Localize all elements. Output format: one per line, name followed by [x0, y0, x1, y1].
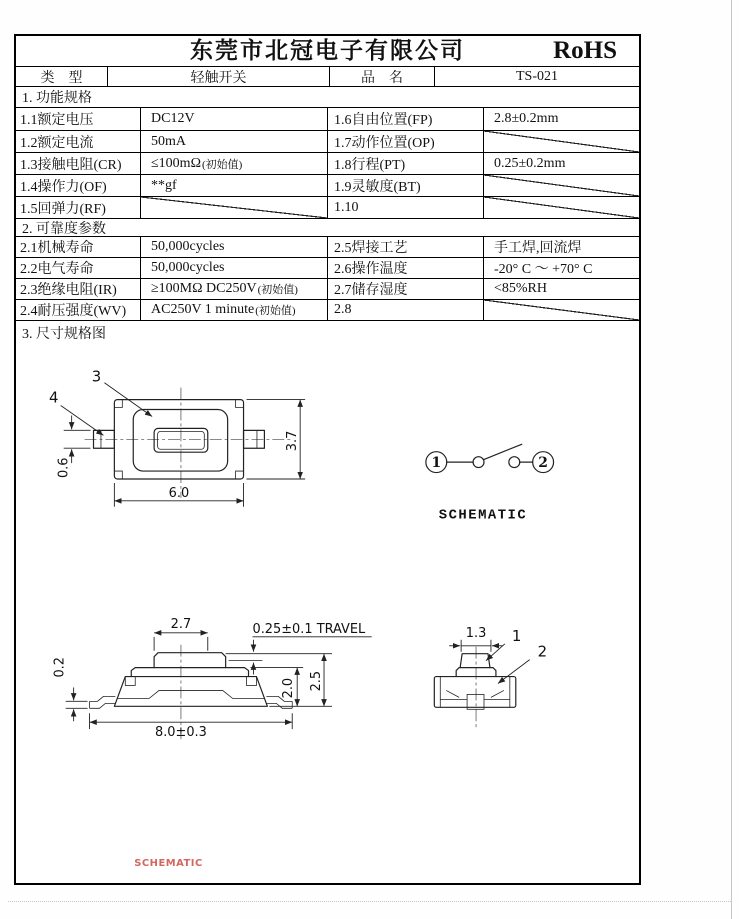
spec-value: -20° C ～ +70° C [483, 258, 639, 278]
spec-label: 2.2电气寿命 [20, 262, 94, 277]
dim-lead-thickness: 0.2 [52, 657, 68, 678]
schematic-watermark: SCHEMATIC [134, 858, 203, 870]
spec-value-main: ≤100mΩ [151, 155, 201, 171]
empty-cell-slash [483, 197, 639, 218]
schematic-caption: SCHEMATIC [438, 507, 528, 524]
housing-profile [434, 677, 515, 708]
spec-label: 2.5焊接工艺 [327, 237, 483, 257]
section1-title: 1. 功能规格 [16, 86, 639, 107]
contact-right [509, 457, 520, 468]
dim-terminal-width: 0.6 [56, 457, 72, 479]
spec-value-note: (初始值) [257, 284, 298, 296]
callout-4-leader [61, 406, 104, 436]
dim-travel: 0.25±0.1 TRAVEL [252, 621, 366, 637]
callout-3: 3 [91, 367, 102, 386]
spec-label: 2.1机械寿命 [20, 241, 94, 256]
spec-label: 1.9灵敏度(BT) [327, 175, 483, 196]
dim-ext-lines [66, 701, 88, 708]
right-lead-bottom [266, 703, 292, 708]
scan-artifact-bottom-line [8, 901, 731, 902]
circuit-schematic [426, 444, 554, 523]
scan-artifact-right-line [731, 0, 732, 919]
callout-1: 1 [511, 626, 522, 645]
spec-value: <85%RH [483, 279, 639, 299]
section3-title: 3. 尺寸规格图 [16, 320, 639, 345]
rohs-badge: RoHS [553, 37, 617, 64]
callout-2-leader [498, 660, 530, 684]
reliability-row-2-1 [16, 236, 639, 257]
empty-cell-slash [483, 300, 639, 320]
empty-cell-slash [483, 131, 639, 152]
spec-value-main: AC250V 1 minute [151, 302, 255, 317]
housing-bevels [446, 690, 504, 697]
spec-value: **gf [140, 175, 327, 196]
spec-row-1-3 [16, 152, 639, 174]
spec-value: 0.25±0.2mm [483, 153, 639, 174]
reliability-row-2-2 [16, 257, 639, 278]
spec-label: 2.6操作温度 [327, 258, 483, 278]
spec-value: 2.8±0.2mm [483, 108, 639, 130]
spec-row-1-2 [16, 130, 639, 152]
reliability-row-2-4 [16, 299, 639, 320]
spec-value [140, 153, 327, 174]
knob-profile [460, 654, 490, 668]
end-view-drawing [434, 626, 547, 730]
spec-row-1-1 [16, 107, 639, 130]
callout-1-leader [486, 644, 505, 661]
spec-label: 1.10 [327, 197, 483, 218]
name-label: 品 名 [329, 67, 434, 86]
cover-outline [133, 410, 227, 472]
empty-cell-slash [140, 197, 327, 218]
spec-label: 1.8行程(PT) [327, 153, 483, 174]
dim-body-width: 6.0 [168, 485, 190, 501]
spec-label: 1.5回弹力(RF) [20, 201, 106, 217]
datasheet-frame [14, 34, 641, 885]
spec-value-main: ≥100MΩ DC250V [151, 281, 257, 296]
spec-row-1-4 [16, 174, 639, 196]
spec-label: 1.1额定电压 [20, 113, 94, 128]
spec-row-1-5 [16, 196, 639, 218]
spec-label: 1.7动作位置(OP) [327, 131, 483, 152]
spec-label: 2.7储存湿度 [327, 279, 483, 299]
type-label: 类 型 [40, 70, 83, 86]
left-lead-bottom [90, 703, 116, 708]
name-value: TS-021 [434, 67, 639, 86]
dim-body-height: 2.0 [281, 677, 297, 699]
dim-cap-width: 1.3 [465, 625, 487, 641]
section2-title: 2. 可靠度参数 [16, 218, 639, 236]
company-name: 东莞市北冠电子有限公司 [190, 38, 465, 64]
pin-2-number: 2 [538, 455, 548, 472]
spec-label: 2.3绝缘电阻(IR) [20, 283, 117, 298]
dim-body-height: 3.7 [285, 430, 301, 452]
housing-inner-contour [117, 690, 264, 698]
spec-value-note: (初始值) [201, 158, 243, 171]
spec-label: 1.2额定电流 [20, 135, 94, 151]
empty-cell-slash [483, 175, 639, 196]
spec-value: 50mA [140, 131, 327, 152]
housing-tab-right [247, 677, 257, 686]
top-view-drawing [49, 368, 305, 507]
spec-value: 50,000cycles [140, 258, 327, 278]
side-view-drawing [53, 617, 372, 740]
housing-tab-left [125, 677, 135, 686]
header-row [16, 36, 639, 66]
left-lead-top [90, 696, 116, 701]
spec-label: 1.6自由位置(FP) [327, 108, 483, 130]
spec-value: 50,000cycles [140, 237, 327, 257]
housing-profile [114, 677, 267, 707]
spec-label: 2.8 [327, 300, 483, 320]
spec-value-note: (初始值) [255, 305, 296, 317]
spec-value: 手工焊,回流焊 [483, 237, 639, 257]
spec-label: 1.4操作力(OF) [20, 179, 107, 195]
callout-4: 4 [49, 388, 59, 407]
spec-value [140, 279, 327, 299]
callout-2: 2 [537, 642, 548, 661]
spec-label: 1.3接触电阻(CR) [20, 157, 122, 173]
contact-left [473, 457, 484, 468]
cover-step-profile [131, 668, 248, 677]
dim-cap-width: 2.7 [170, 616, 192, 632]
pin-1-number: 1 [431, 455, 442, 472]
spec-label: 2.4耐压强度(WV) [20, 304, 127, 319]
spec-value [140, 300, 327, 320]
product-row [16, 66, 639, 86]
type-value: 轻触开关 [107, 67, 329, 86]
dimension-drawings [16, 345, 639, 883]
dim-total-height: 2.5 [309, 670, 325, 692]
button-cap-profile [154, 653, 226, 668]
dim-total-width: 8.0±0.3 [154, 725, 207, 741]
spec-value: DC12V [140, 108, 327, 130]
reliability-row-2-3 [16, 278, 639, 299]
